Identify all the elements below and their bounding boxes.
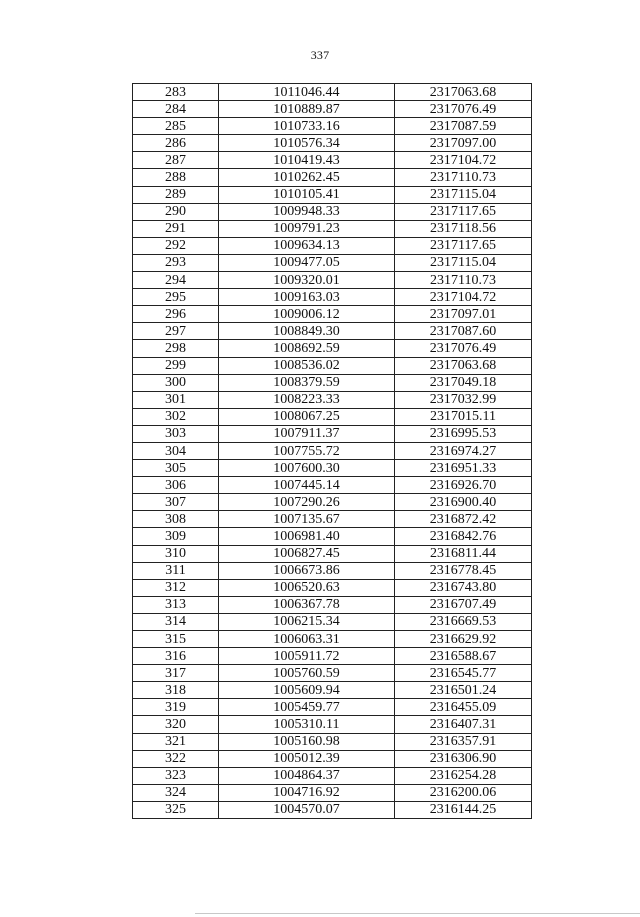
- y-coordinate-cell: 2317118.56: [395, 220, 532, 237]
- table-row: [133, 203, 532, 220]
- y-coordinate-cell: 2317097.01: [395, 306, 532, 323]
- x-coordinate-cell: 1004716.92: [219, 784, 395, 801]
- x-coordinate-cell: 1009320.01: [219, 272, 395, 289]
- x-coordinate-cell: 1006673.86: [219, 562, 395, 579]
- x-coordinate-cell: 1008223.33: [219, 391, 395, 408]
- x-coordinate-cell: 1006981.40: [219, 528, 395, 545]
- x-coordinate-cell: 1007290.26: [219, 494, 395, 511]
- x-coordinate-cell: 1008067.25: [219, 408, 395, 425]
- x-coordinate-cell: 1009477.05: [219, 254, 395, 271]
- y-coordinate-cell: 2316974.27: [395, 442, 532, 459]
- y-coordinate-cell: 2316144.25: [395, 801, 532, 818]
- x-coordinate-cell: 1005160.98: [219, 733, 395, 750]
- coordinate-table: [132, 83, 532, 819]
- y-coordinate-cell: 2316811.44: [395, 545, 532, 562]
- x-coordinate-cell: 1005911.72: [219, 648, 395, 665]
- table-row: [133, 357, 532, 374]
- y-coordinate-cell: 2316842.76: [395, 528, 532, 545]
- point-number-cell: 314: [133, 613, 219, 630]
- point-number-cell: 310: [133, 545, 219, 562]
- table-row: [133, 237, 532, 254]
- point-number-cell: 295: [133, 289, 219, 306]
- table-row: [133, 460, 532, 477]
- point-number-cell: 298: [133, 340, 219, 357]
- x-coordinate-cell: 1010576.34: [219, 135, 395, 152]
- y-coordinate-cell: 2317063.68: [395, 357, 532, 374]
- table-row: [133, 648, 532, 665]
- table-row: [133, 306, 532, 323]
- point-number-cell: 320: [133, 716, 219, 733]
- y-coordinate-cell: 2317104.72: [395, 289, 532, 306]
- x-coordinate-cell: 1008849.30: [219, 323, 395, 340]
- x-coordinate-cell: 1010889.87: [219, 101, 395, 118]
- x-coordinate-cell: 1009948.33: [219, 203, 395, 220]
- table-row: [133, 272, 532, 289]
- table-row: [133, 220, 532, 237]
- table-row: [133, 784, 532, 801]
- x-coordinate-cell: 1005760.59: [219, 665, 395, 682]
- table-row: [133, 169, 532, 186]
- table-row: [133, 323, 532, 340]
- x-coordinate-cell: 1007135.67: [219, 511, 395, 528]
- table-row: [133, 545, 532, 562]
- y-coordinate-cell: 2317117.65: [395, 203, 532, 220]
- y-coordinate-cell: 2316629.92: [395, 631, 532, 648]
- table-row: [133, 152, 532, 169]
- x-coordinate-cell: 1008692.59: [219, 340, 395, 357]
- x-coordinate-cell: 1008379.59: [219, 374, 395, 391]
- point-number-cell: 305: [133, 460, 219, 477]
- point-number-cell: 286: [133, 135, 219, 152]
- y-coordinate-cell: 2316357.91: [395, 733, 532, 750]
- coordinate-table-body: [133, 84, 532, 819]
- x-coordinate-cell: 1010262.45: [219, 169, 395, 186]
- y-coordinate-cell: 2317063.68: [395, 84, 532, 101]
- point-number-cell: 294: [133, 272, 219, 289]
- table-row: [133, 408, 532, 425]
- x-coordinate-cell: 1009006.12: [219, 306, 395, 323]
- y-coordinate-cell: 2317104.72: [395, 152, 532, 169]
- table-row: [133, 750, 532, 767]
- y-coordinate-cell: 2316407.31: [395, 716, 532, 733]
- bottom-rule: [195, 913, 640, 914]
- x-coordinate-cell: 1008536.02: [219, 357, 395, 374]
- point-number-cell: 315: [133, 631, 219, 648]
- table-row: [133, 528, 532, 545]
- y-coordinate-cell: 2316743.80: [395, 579, 532, 596]
- y-coordinate-cell: 2316778.45: [395, 562, 532, 579]
- table-row: [133, 767, 532, 784]
- point-number-cell: 318: [133, 682, 219, 699]
- x-coordinate-cell: 1007445.14: [219, 477, 395, 494]
- point-number-cell: 308: [133, 511, 219, 528]
- point-number-cell: 302: [133, 408, 219, 425]
- y-coordinate-cell: 2317076.49: [395, 101, 532, 118]
- point-number-cell: 297: [133, 323, 219, 340]
- x-coordinate-cell: 1005459.77: [219, 699, 395, 716]
- table-row: [133, 682, 532, 699]
- table-row: [133, 391, 532, 408]
- table-row: [133, 477, 532, 494]
- x-coordinate-cell: 1006215.34: [219, 613, 395, 630]
- y-coordinate-cell: 2316545.77: [395, 665, 532, 682]
- y-coordinate-cell: 2317087.59: [395, 118, 532, 135]
- table-row: [133, 118, 532, 135]
- y-coordinate-cell: 2316951.33: [395, 460, 532, 477]
- x-coordinate-cell: 1007911.37: [219, 425, 395, 442]
- point-number-cell: 290: [133, 203, 219, 220]
- table-row: [133, 442, 532, 459]
- y-coordinate-cell: 2317117.65: [395, 237, 532, 254]
- point-number-cell: 324: [133, 784, 219, 801]
- page-number: 337: [310, 48, 330, 62]
- point-number-cell: 321: [133, 733, 219, 750]
- table-row: [133, 135, 532, 152]
- y-coordinate-cell: 2317115.04: [395, 186, 532, 203]
- table-row: [133, 374, 532, 391]
- y-coordinate-cell: 2316872.42: [395, 511, 532, 528]
- point-number-cell: 307: [133, 494, 219, 511]
- y-coordinate-cell: 2316995.53: [395, 425, 532, 442]
- y-coordinate-cell: 2317076.49: [395, 340, 532, 357]
- table-row: [133, 511, 532, 528]
- y-coordinate-cell: 2316707.49: [395, 596, 532, 613]
- y-coordinate-cell: 2317110.73: [395, 272, 532, 289]
- point-number-cell: 313: [133, 596, 219, 613]
- point-number-cell: 311: [133, 562, 219, 579]
- table-row: [133, 254, 532, 271]
- point-number-cell: 291: [133, 220, 219, 237]
- y-coordinate-cell: 2317110.73: [395, 169, 532, 186]
- point-number-cell: 283: [133, 84, 219, 101]
- point-number-cell: 292: [133, 237, 219, 254]
- y-coordinate-cell: 2317015.11: [395, 408, 532, 425]
- table-row: [133, 579, 532, 596]
- x-coordinate-cell: 1006520.63: [219, 579, 395, 596]
- point-number-cell: 299: [133, 357, 219, 374]
- table-row: [133, 340, 532, 357]
- point-number-cell: 319: [133, 699, 219, 716]
- point-number-cell: 301: [133, 391, 219, 408]
- point-number-cell: 289: [133, 186, 219, 203]
- x-coordinate-cell: 1007600.30: [219, 460, 395, 477]
- table-row: [133, 631, 532, 648]
- x-coordinate-cell: 1009163.03: [219, 289, 395, 306]
- table-row: [133, 665, 532, 682]
- table-row: [133, 716, 532, 733]
- x-coordinate-cell: 1004570.07: [219, 801, 395, 818]
- point-number-cell: 309: [133, 528, 219, 545]
- table-row: [133, 84, 532, 101]
- point-number-cell: 316: [133, 648, 219, 665]
- y-coordinate-cell: 2317115.04: [395, 254, 532, 271]
- point-number-cell: 287: [133, 152, 219, 169]
- x-coordinate-cell: 1006367.78: [219, 596, 395, 613]
- y-coordinate-cell: 2316926.70: [395, 477, 532, 494]
- x-coordinate-cell: 1006827.45: [219, 545, 395, 562]
- point-number-cell: 284: [133, 101, 219, 118]
- x-coordinate-cell: 1010419.43: [219, 152, 395, 169]
- point-number-cell: 288: [133, 169, 219, 186]
- y-coordinate-cell: 2316254.28: [395, 767, 532, 784]
- point-number-cell: 293: [133, 254, 219, 271]
- y-coordinate-cell: 2316501.24: [395, 682, 532, 699]
- x-coordinate-cell: 1006063.31: [219, 631, 395, 648]
- point-number-cell: 312: [133, 579, 219, 596]
- point-number-cell: 285: [133, 118, 219, 135]
- x-coordinate-cell: 1009791.23: [219, 220, 395, 237]
- table-row: [133, 596, 532, 613]
- x-coordinate-cell: 1011046.44: [219, 84, 395, 101]
- x-coordinate-cell: 1005310.11: [219, 716, 395, 733]
- y-coordinate-cell: 2316306.90: [395, 750, 532, 767]
- table-row: [133, 186, 532, 203]
- point-number-cell: 317: [133, 665, 219, 682]
- table-row: [133, 733, 532, 750]
- y-coordinate-cell: 2316455.09: [395, 699, 532, 716]
- point-number-cell: 306: [133, 477, 219, 494]
- point-number-cell: 325: [133, 801, 219, 818]
- table-row: [133, 101, 532, 118]
- point-number-cell: 303: [133, 425, 219, 442]
- x-coordinate-cell: 1009634.13: [219, 237, 395, 254]
- table-row: [133, 562, 532, 579]
- x-coordinate-cell: 1010105.41: [219, 186, 395, 203]
- point-number-cell: 296: [133, 306, 219, 323]
- point-number-cell: 323: [133, 767, 219, 784]
- x-coordinate-cell: 1005609.94: [219, 682, 395, 699]
- point-number-cell: 304: [133, 442, 219, 459]
- table-row: [133, 801, 532, 818]
- y-coordinate-cell: 2317049.18: [395, 374, 532, 391]
- x-coordinate-cell: 1004864.37: [219, 767, 395, 784]
- x-coordinate-cell: 1007755.72: [219, 442, 395, 459]
- table-row: [133, 613, 532, 630]
- y-coordinate-cell: 2317097.00: [395, 135, 532, 152]
- x-coordinate-cell: 1010733.16: [219, 118, 395, 135]
- x-coordinate-cell: 1005012.39: [219, 750, 395, 767]
- y-coordinate-cell: 2317032.99: [395, 391, 532, 408]
- table-row: [133, 289, 532, 306]
- y-coordinate-cell: 2317087.60: [395, 323, 532, 340]
- y-coordinate-cell: 2316588.67: [395, 648, 532, 665]
- table-row: [133, 494, 532, 511]
- y-coordinate-cell: 2316900.40: [395, 494, 532, 511]
- y-coordinate-cell: 2316200.06: [395, 784, 532, 801]
- table-row: [133, 425, 532, 442]
- table-row: [133, 699, 532, 716]
- point-number-cell: 300: [133, 374, 219, 391]
- y-coordinate-cell: 2316669.53: [395, 613, 532, 630]
- point-number-cell: 322: [133, 750, 219, 767]
